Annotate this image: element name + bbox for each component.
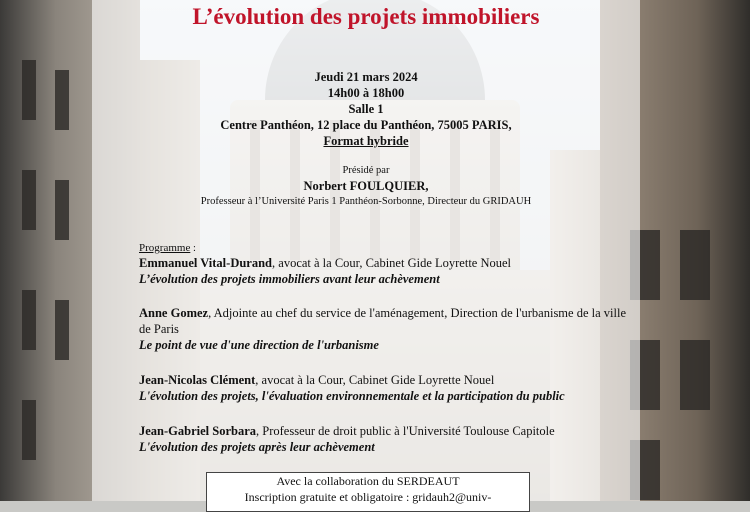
chair-role: Professeur à l’Université Paris 1 Panthéon-Sorbonne, Directeur du GRIDAUH xyxy=(200,196,532,207)
collaboration-text: Avec la collaboration du SERDEAUT xyxy=(276,474,460,488)
talk-title: L'évolution des projets, l'évaluation environnementale et la participation du public xyxy=(139,389,565,403)
speaker-affiliation: , Professeur de droit public à l'Université Toulouse Capitole xyxy=(256,424,555,438)
inscription-text: Inscription gratuite et obligatoire : gridauh2@univ- xyxy=(244,490,492,504)
event-format: Format hybride xyxy=(323,134,409,148)
chair-name: Norbert FOULQUIER, xyxy=(303,179,429,193)
event-address: Centre Panthéon, 12 place du Panthéon, 75005 PARIS, xyxy=(220,118,512,132)
speaker-name: Jean-Nicolas Clément xyxy=(139,373,256,387)
talk-title: L’évolution des projets immobiliers avant leur achèvement xyxy=(139,272,440,286)
talk-title: Le point de vue d'une direction de l'urbanisme xyxy=(139,338,379,352)
programme-item xyxy=(139,423,639,455)
poster-content xyxy=(92,0,640,504)
programme-item xyxy=(139,305,639,353)
speaker-affiliation: , Adjointe au chef du service de l'aménagement, Direction de l'urbanisme de la ville de Paris xyxy=(139,306,626,336)
talk-title: L'évolution des projets après leur achèvement xyxy=(139,440,375,454)
speaker-name: Jean-Gabriel Sorbara xyxy=(139,424,257,438)
event-date: Jeudi 21 mars 2024 xyxy=(314,70,418,84)
speaker-affiliation: , avocat à la Cour, Cabinet Gide Loyrette Nouel xyxy=(255,373,495,387)
chair-label: Présidé par xyxy=(342,165,390,176)
programme-heading: Programme : xyxy=(139,242,196,254)
event-room: Salle 1 xyxy=(348,102,384,116)
speaker-affiliation: , avocat à la Cour, Cabinet Gide Loyrette Nouel xyxy=(272,256,512,270)
speaker-name: Anne Gomez xyxy=(139,306,209,320)
footer-box xyxy=(206,472,530,512)
event-time: 14h00 à 18h00 xyxy=(327,86,405,100)
programme-label: Programme xyxy=(139,242,191,254)
page-title: L’évolution des projets immobiliers xyxy=(192,4,540,29)
speaker-name: Emmanuel Vital-Durand xyxy=(139,256,273,270)
programme-item xyxy=(139,372,639,404)
programme-item xyxy=(139,255,639,287)
